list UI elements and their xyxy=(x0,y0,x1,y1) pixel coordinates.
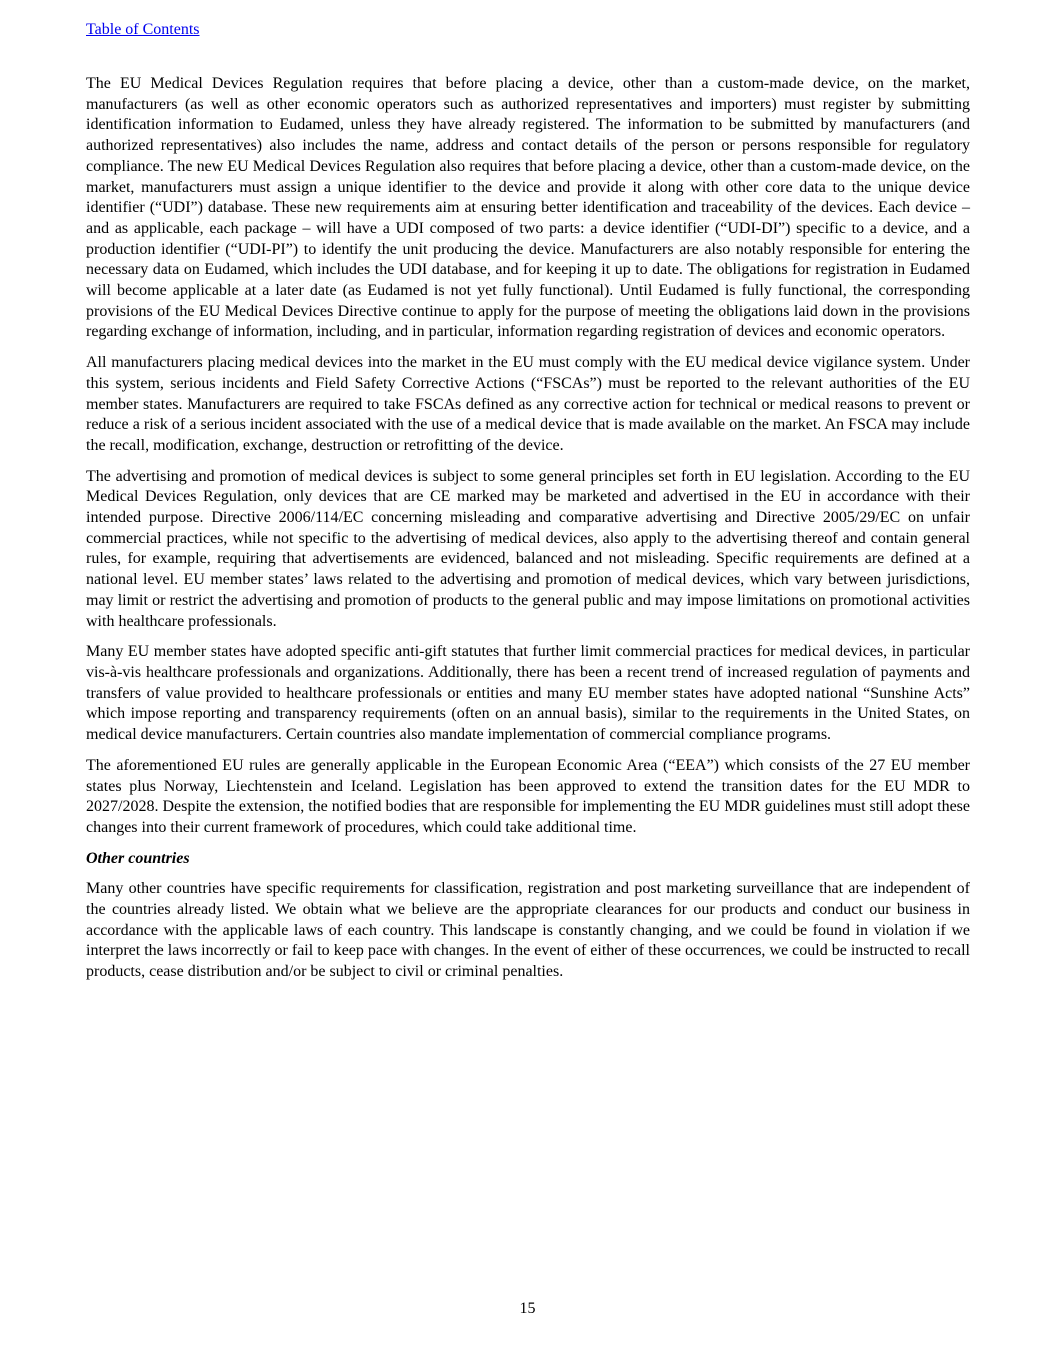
paragraph-vigilance-system: All manufacturers placing medical devices into the market in the EU must comply with the EU medical device vigilance system. Under this system, serious incidents and Field Safety Corrective Actions (“FSCAs”) must be reported to the relevant authorities of the EU member states. Manufacturers are required to take FSCAs defined as any corrective action for technical or medical reasons to prevent or reduce a risk of a serious incident associated with the use of a medical device that is made available on the market. An FSCA may include the recall, modification, exchange, destruction or retrofitting of the device. xyxy=(86,354,970,454)
section-heading-other-countries: Other countries xyxy=(86,849,190,867)
paragraph-advertising-promotion: The advertising and promotion of medical devices is subject to some general principles set forth in EU legislation. According to the EU Medical Devices Regulation, only devices that are CE marked may be marketed and advertised in the EU in accordance with their intended purpose. Directive 2006/114/EC concerning misleading and comparative advertising and Directive 2005/29/EC on unfair commercial practices, while not specific to the advertising of medical devices, also apply to the advertising thereof and contain general rules, for example, requiring that advertisements are evidenced, balanced and not misleading. Specific requirements are defined at a national level. EU member states’ laws related to the advertising and promotion of medical devices, which vary between jurisdictions, may limit or restrict the advertising and promotion of products to the general public and may impose limitations on promotional activities with healthcare professionals. xyxy=(86,467,970,630)
page-number: 15 xyxy=(519,1300,536,1317)
paragraph-anti-gift-statutes: Many EU member states have adopted specific anti-gift statutes that further limit commercial practices for medical devices, in particular vis-à-vis healthcare professionals and organizations. Additionally, there has been a recent trend of increased regulation of payments and transfers of value provided to healthcare professionals or entities and many EU member states have adopted national “Sunshine Acts” which impose reporting and transparency requirements (often on an annual basis), similar to the requirements in the United States, on medical device manufacturers. Certain countries also mandate implementation of commercial compliance programs. xyxy=(86,643,970,744)
table-of-contents-link[interactable]: Table of Contents xyxy=(86,21,200,38)
paragraph-other-countries: Many other countries have specific requirements for classification, registration and post marketing surveillance that are independent of the countries already listed. We obtain what we believe are the appropriate clearances for our products and conduct our business in accordance with the applicable laws of each country. This landscape is constantly changing, and we could be found in violation if we interpret the laws incorrectly or fail to keep pace with changes. In the event of either of these occurrences, we could be instructed to recall products, cease distribution and/or be subject to civil or criminal penalties. xyxy=(86,880,970,981)
document-body xyxy=(86,74,970,993)
paragraph-eudamed-registration: The EU Medical Devices Regulation requires that before placing a device, other than a custom-made device, on the market, manufacturers (as well as other economic operators such as authorized representatives and importers) must register by submitting identification information to Eudamed, unless they have already registered. The information to be submitted by manufacturers (and authorized representatives) also includes the name, address and contact details of the person or persons responsible for regulatory compliance. The new EU Medical Devices Regulation also requires that before placing a device, other than a custom-made device, on the market, manufacturers must assign a unique identifier to the device and provide it along with other core data to the unique device identifier (“UDI”) database. These new requirements aim at ensuring better identification and traceability of the devices. Each device – and as applicable, each package – will have a UDI composed of two parts: a device identifier (“UDI-DI”) specific to a device, and a production identifier (“UDI-PI”) to identify the unit producing the device. Manufacturers are also notably responsible for entering the necessary data on Eudamed, which includes the UDI database, and for keeping it up to date. The obligations for registration in Eudamed will become applicable at a later date (as Eudamed is not yet fully functional). Until Eudamed is fully functional, the corresponding provisions of the EU Medical Devices Directive continue to apply for the purpose of meeting the obligations laid down in the provisions regarding exchange of information, including, and in particular, information regarding registration of devices and economic operators. xyxy=(86,75,970,341)
paragraph-eea-rules: The aforementioned EU rules are generally applicable in the European Economic Area (“EEA”) which consists of the 27 EU member states plus Norway, Liechtenstein and Iceland. Legislation has been approved to extend the transition dates for the EU MDR to 2027/2028. Despite the extension, the notified bodies that are responsible for implementing the EU MDR guidelines must still adopt these changes into their current framework of procedures, which could take additional time. xyxy=(86,756,970,836)
